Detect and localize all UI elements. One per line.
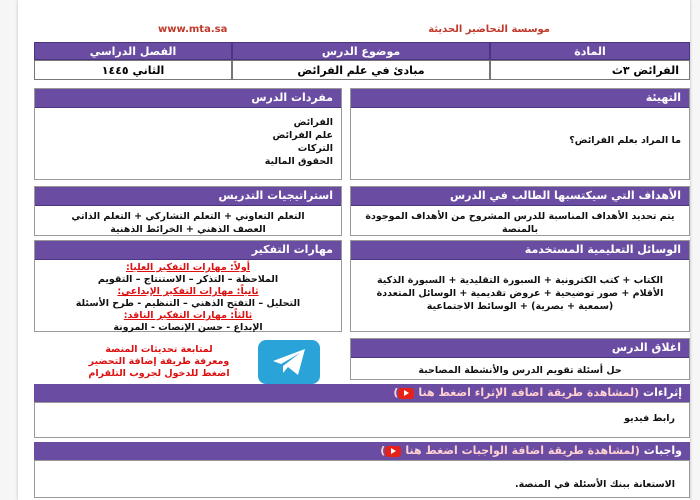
website-link[interactable]: www.mta.sa xyxy=(158,24,228,35)
org-name: موسسة التحاضير الحديثة xyxy=(428,24,550,35)
homework-title: واجبات xyxy=(643,444,682,457)
youtube-icon[interactable] xyxy=(398,388,414,399)
closing-title: اغلاق الدرس xyxy=(351,339,689,358)
strategies-section xyxy=(34,186,342,236)
vocab-item: الحقوق المالية xyxy=(264,156,333,167)
objectives-line: يتم تحديد الأهداف المناسبة للدرس المشروح من الأهداف الموجودة xyxy=(365,211,675,222)
thinking-heading: أولاً: مهارات التفكير العليا: xyxy=(125,262,251,273)
homework-bar[interactable] xyxy=(34,442,690,460)
thinking-heading: ثانياً: مهارات التفكير الإبداعي: xyxy=(117,286,259,297)
telegram-plane-icon xyxy=(271,348,307,376)
homework-content-box xyxy=(34,460,690,498)
tools-title: الوسائل التعليمية المستخدمة xyxy=(351,241,689,260)
objectives-title: الأهداف التي سيكتسبها الطالب في الدرس xyxy=(351,187,689,206)
enrichment-link[interactable]: (لمشاهدة طريقة اضافة الإثراء اضغط هنا) xyxy=(393,386,640,399)
vocab-item: علم الفرائض xyxy=(272,130,333,141)
thinking-title: مهارات التفكير xyxy=(35,241,341,260)
subject-value: الفرائض ٣ث xyxy=(490,60,690,80)
top-header xyxy=(18,24,690,40)
thinking-line: التحليل – التفتح الذهني – التنظيم - طرح الأسئلة xyxy=(75,298,301,309)
thinking-heading: ثالثاً: مهارات التفكير الناقد: xyxy=(123,310,253,321)
enrichment-bar[interactable] xyxy=(34,384,690,402)
tools-line: الأقلام + صور توضيحية + عروض تقديمية + الوسائل المتعددة xyxy=(376,288,664,299)
tools-line: (سمعية + بصرية) + الوسائط الاجتماعية xyxy=(426,301,614,312)
objectives-line: بالمنصة xyxy=(501,224,539,235)
enrichment-title: إثراءات xyxy=(643,386,682,399)
homework-link[interactable]: (لمشاهدة طريقة اضافة الواجبات اضغط هنا) xyxy=(380,444,640,457)
vocab-item: الفرائض xyxy=(293,117,333,128)
thinking-line: الملاحظة – التذكر – الاستنتاج – التقويم xyxy=(97,274,279,285)
telegram-icon[interactable] xyxy=(258,340,320,384)
subject-label: المادة xyxy=(490,42,690,60)
strategies-title: استراتيجيات التدريس xyxy=(35,187,341,206)
warmup-section xyxy=(350,88,690,180)
strategies-line: العصف الذهني + الخرائط الذهنية xyxy=(110,224,266,235)
strategies-line: التعلم التعاوني + التعلم التشاركي + التعلم الذاتي xyxy=(71,211,305,222)
enrichment-content: رابط فيديو xyxy=(624,413,675,424)
objectives-section xyxy=(350,186,690,236)
closing-section xyxy=(350,338,690,380)
vocab-title: مفردات الدرس xyxy=(35,89,341,108)
thinking-section xyxy=(34,240,342,332)
telegram-line: ومعرفة طريقة إضافة التحضير xyxy=(88,356,230,367)
telegram-line: لمتابعة تحديثات المنصة xyxy=(105,344,213,355)
enrichment-content-box xyxy=(34,402,690,438)
closing-text: حل أسئلة تقويم الدرس والأنشطة المصاحبة xyxy=(418,365,622,376)
telegram-line: اضغط للدخول لجروب التلقرام xyxy=(88,368,230,379)
semester-label: الفصل الدراسي xyxy=(34,42,232,60)
homework-content: الاستعانة ببنك الأسئلة في المنصة. xyxy=(514,479,675,490)
lesson-label: موضوع الدرس xyxy=(232,42,490,60)
vocab-item: التركات xyxy=(297,143,333,154)
warmup-title: التهيئة xyxy=(351,89,689,108)
telegram-promo-text[interactable] xyxy=(64,344,254,380)
tools-line: الكتاب + كتب الكترونية + السبورة التقليدية + السبورة الذكية xyxy=(376,275,664,286)
vocab-section xyxy=(34,88,342,180)
semester-value: الثاني ١٤٤٥ xyxy=(34,60,232,80)
thinking-line: الإبداع - حسن الإنصات - المرونة xyxy=(113,322,263,333)
lesson-value: مبادئ في علم الفرائض xyxy=(232,60,490,80)
youtube-icon[interactable] xyxy=(385,446,401,457)
warmup-text: ما المراد بعلم الفرائض؟ xyxy=(569,135,681,146)
tools-section xyxy=(350,240,690,332)
